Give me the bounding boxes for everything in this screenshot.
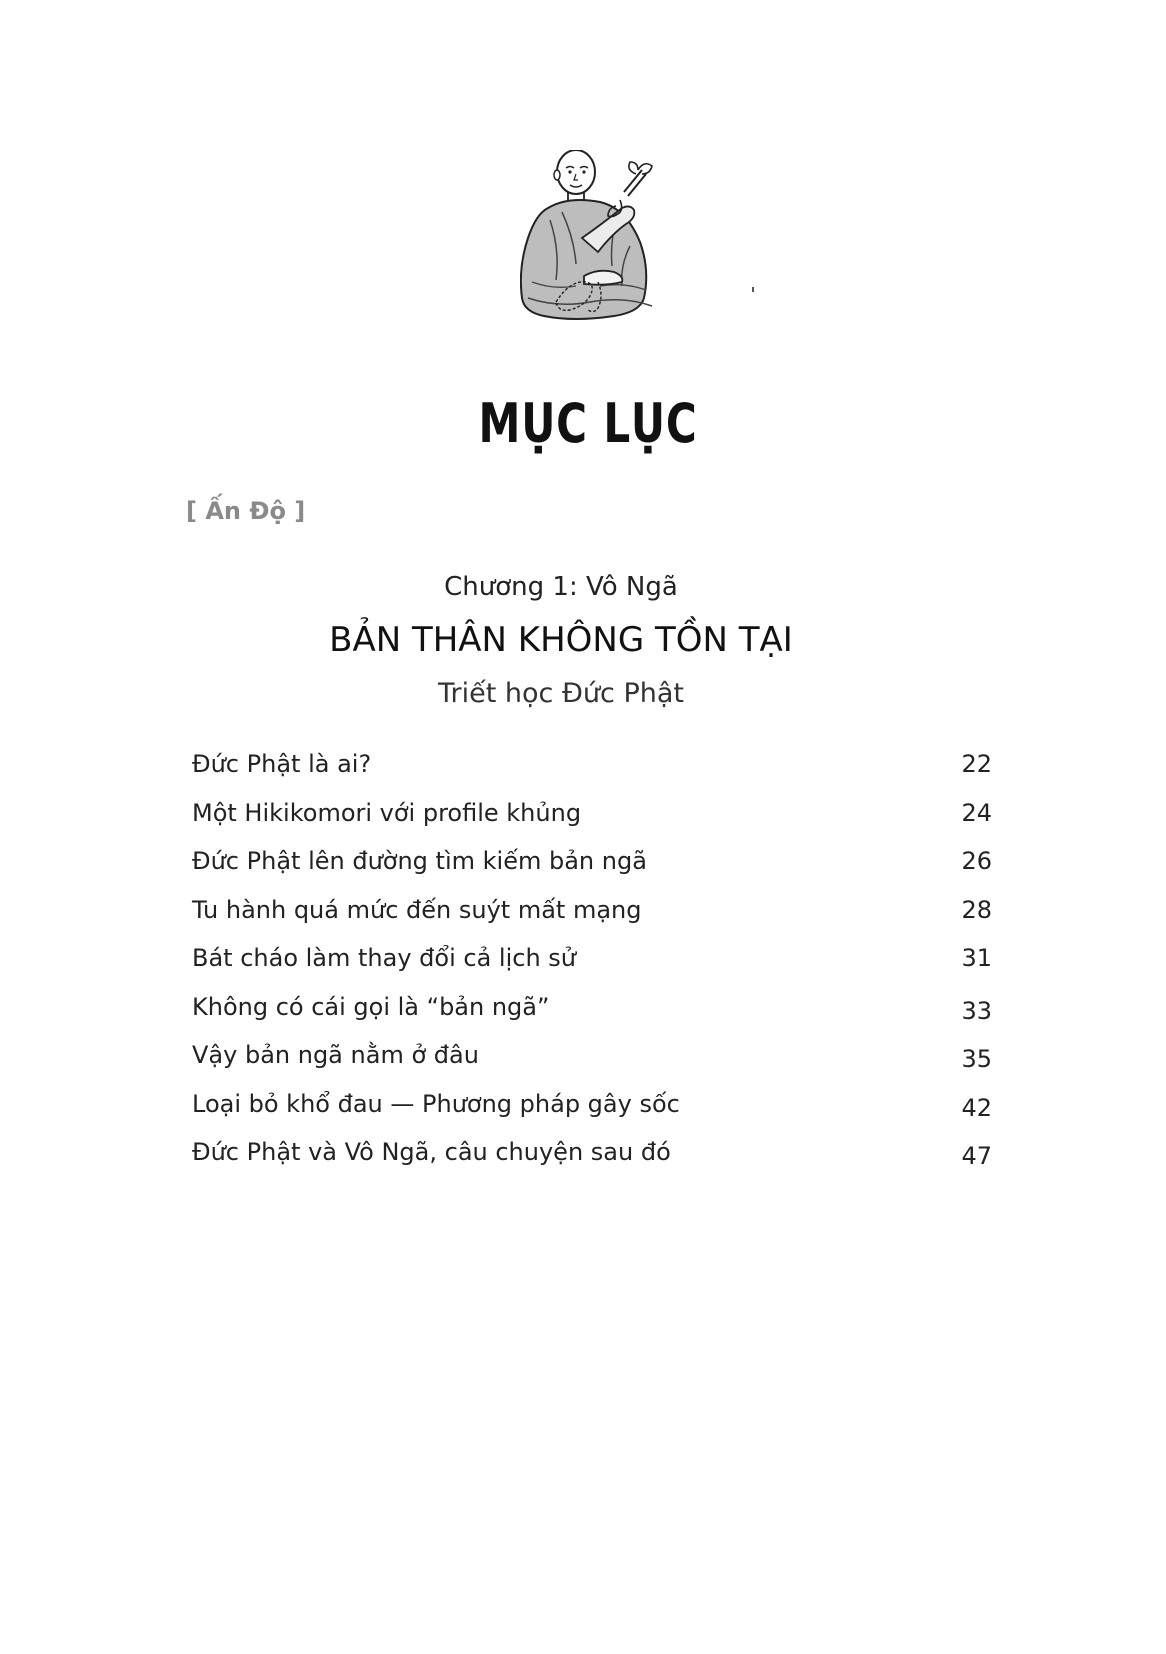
- toc-entry-title: Không có cái gọi là “bản ngã”: [192, 992, 550, 1021]
- seated-monk-illustration-icon: [520, 150, 680, 330]
- toc-entry: [192, 993, 992, 1042]
- toc-list: [192, 750, 992, 1187]
- page-title: MỤC LỤC: [478, 392, 698, 455]
- toc-entry-title: Một Hikikomori với profile khủng: [192, 798, 582, 827]
- chapter-number: Chương 1: Vô Ngã: [444, 572, 678, 602]
- toc-entry-page: 33: [961, 996, 992, 1025]
- chapter-title: BẢN THÂN KHÔNG TỒN TẠI: [329, 620, 793, 660]
- toc-entry-title: Đức Phật là ai?: [192, 750, 372, 778]
- toc-entry-page: 22: [961, 750, 992, 778]
- toc-entry: [192, 944, 992, 993]
- toc-entry-title: Đức Phật và Vô Ngã, câu chuyện sau đó: [192, 1138, 671, 1166]
- stray-ink-mark: [752, 287, 754, 292]
- toc-entry: [192, 1090, 992, 1139]
- toc-entry-page: 24: [961, 798, 992, 827]
- toc-entry: [192, 896, 992, 945]
- region-label: [ Ấn Độ ]: [186, 497, 306, 525]
- toc-entry-page: 31: [961, 944, 992, 972]
- toc-entry-page: 35: [961, 1045, 992, 1073]
- toc-entry: [192, 799, 992, 848]
- toc-entry-page: 26: [961, 847, 992, 875]
- toc-entry-title: Tu hành quá mức đến suýt mất mạng: [192, 895, 642, 924]
- toc-entry: [192, 1138, 992, 1187]
- toc-entry-page: 42: [961, 1093, 992, 1122]
- toc-entry-title: Bát cháo làm thay đổi cả lịch sử: [192, 944, 577, 972]
- toc-entry-page: 47: [961, 1142, 992, 1170]
- chapter-subtitle: Triết học Đức Phật: [438, 678, 684, 709]
- toc-entry-title: Vậy bản ngã nằm ở đâu: [192, 1041, 479, 1069]
- toc-entry-page: 28: [961, 895, 992, 924]
- toc-entry: [192, 1041, 992, 1090]
- toc-entry-title: Loại bỏ khổ đau — Phương pháp gây sốc: [192, 1089, 680, 1118]
- toc-entry-title: Đức Phật lên đường tìm kiếm bản ngã: [192, 847, 647, 875]
- toc-entry: [192, 847, 992, 896]
- toc-entry: [192, 750, 992, 799]
